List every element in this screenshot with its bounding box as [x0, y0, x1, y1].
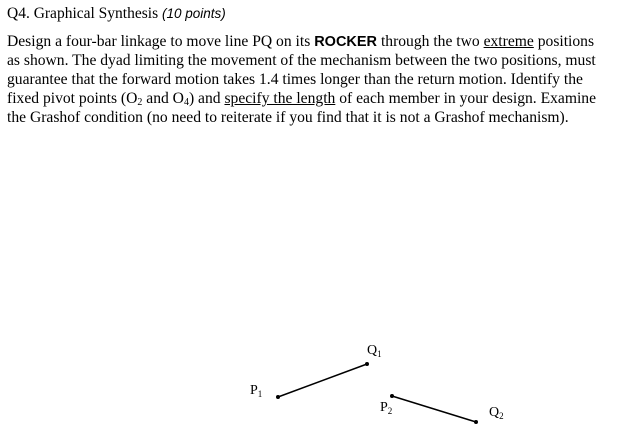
specify-length-underlined: specify the length: [224, 89, 336, 107]
point-p2: [390, 394, 394, 398]
statement-text: Design a four-bar linkage to move line PQ on its: [7, 33, 311, 50]
point-p1: [276, 395, 280, 399]
subscript: 4: [183, 96, 189, 108]
statement-text: and O: [142, 89, 184, 107]
subscript: 2: [137, 96, 143, 108]
statement-line-3: guarantee that the forward motion takes 1.4 times longer than the return motion. Identify the: [7, 70, 583, 88]
rocker-emphasis: ROCKER: [314, 34, 378, 50]
statement-line-5: the Grashof condition (no need to reiterate if you find that it is not a Grashof mechanism).: [7, 108, 569, 126]
statement-line-2: as shown. The dyad limiting the movement of the mechanism between the two positions, must: [7, 51, 596, 69]
point-q1: [365, 362, 369, 366]
question-points: (10 points): [162, 6, 226, 21]
label-p2: $P_2$: [380, 400, 393, 416]
statement-text: ) and: [188, 89, 221, 107]
extreme-underlined: extreme: [483, 33, 534, 50]
statement-text: of each member in your design. Examine: [339, 89, 597, 107]
point-q2: [474, 420, 478, 424]
question-title: Graphical Synthesis: [33, 5, 159, 22]
line-p2q2: [392, 396, 476, 422]
statement-text: positions: [537, 33, 595, 50]
label-p1: $P_1$: [250, 383, 263, 399]
label-q2: $Q_2$: [489, 405, 504, 421]
statement-text: through the two: [380, 33, 480, 50]
statement-text: fixed pivot points (O: [7, 89, 138, 107]
line-p1q1: [278, 364, 367, 397]
question-number: Q4.: [7, 5, 30, 22]
label-q1: $Q_1$: [367, 343, 382, 359]
